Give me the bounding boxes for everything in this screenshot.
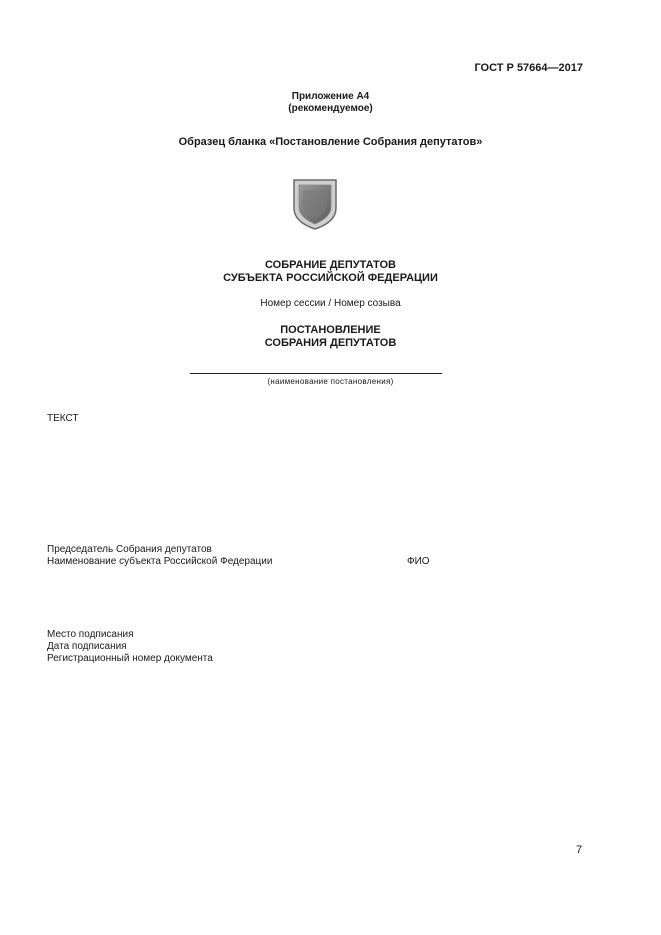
annex-status: (рекомендуемое): [288, 103, 373, 114]
org-line-2: СУБЪЕКТА РОССИЙСКОЙ ФЕДЕРАЦИИ: [223, 272, 438, 284]
page-number: 7: [576, 844, 583, 856]
details-place: Место подписания: [47, 629, 134, 640]
annex-title: Приложение А4: [291, 91, 370, 102]
signature-subject: Наименование субъекта Российской Федерации: [47, 556, 273, 567]
resolution-name-caption: (наименование постановления): [267, 377, 394, 386]
resolution-line-2: СОБРАНИЯ ДЕПУТАТОВ: [264, 337, 397, 349]
details-reg-number: Регистрационный номер документа: [47, 653, 213, 664]
org-line-1: СОБРАНИЕ ДЕПУТАТОВ: [265, 259, 396, 271]
standard-code: ГОСТ Р 57664—2017: [474, 62, 583, 74]
text-placeholder: ТЕКСТ: [47, 413, 79, 424]
sample-title: Образец бланка «Постановление Собрания депутатов»: [178, 136, 483, 148]
signature-position: Председатель Собрания депутатов: [47, 544, 212, 555]
details-date: Дата подписания: [47, 641, 127, 652]
signature-name: ФИО: [407, 556, 430, 567]
resolution-line-1: ПОСТАНОВЛЕНИЕ: [280, 324, 381, 336]
coat-of-arms-shield-icon: [292, 178, 338, 230]
resolution-name-line: [190, 373, 442, 374]
session-text: Номер сессии / Номер созыва: [260, 298, 401, 309]
